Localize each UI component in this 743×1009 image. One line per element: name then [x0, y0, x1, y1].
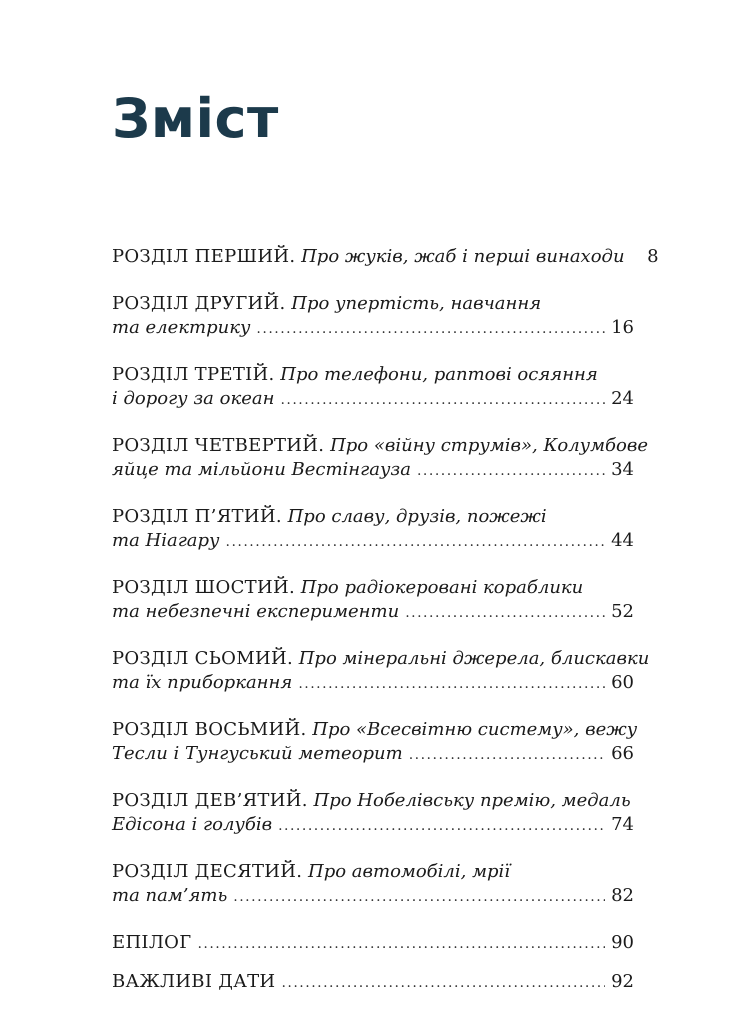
toc-entry-chapter: РОЗДІЛ ПЕРШИЙ.	[112, 246, 296, 267]
toc-entry-title-cont: Тесли і Тунгуський метеорит	[112, 743, 403, 764]
toc-entry-page: 8	[647, 246, 659, 267]
toc-entry-page: 66	[611, 743, 634, 764]
toc-entry[interactable]	[112, 434, 648, 483]
toc-entry[interactable]	[112, 647, 650, 696]
toc-entry-chapter: РОЗДІЛ СЬОМИЙ.	[112, 648, 293, 669]
toc-entry-page: 74	[611, 814, 634, 835]
toc-entry-epilogue[interactable]	[112, 931, 634, 956]
toc-entry-chapter: РОЗДІЛ П’ЯТИЙ.	[112, 506, 282, 527]
toc-entry-title: Про жуків, жаб і перші винаходи	[301, 246, 625, 267]
toc-entry-title: Про Нобелівську премію, медаль	[313, 790, 631, 811]
toc-entry-page: 16	[611, 317, 634, 338]
toc-entry-title: Про автомобілі, мрії	[308, 861, 511, 882]
toc-entry-page: 34	[611, 459, 634, 480]
toc-entry-page: 60	[611, 672, 634, 693]
toc-entry-title: Про «Всесвітню систему», вежу	[312, 719, 638, 740]
toc-entry[interactable]	[112, 718, 638, 767]
toc-entry-page: 24	[611, 388, 634, 409]
toc-entry-chapter: ЕПІЛОГ	[112, 932, 192, 953]
toc-entry-chapter: РОЗДІЛ ДРУГИЙ.	[112, 293, 286, 314]
toc-entry-chapter: РОЗДІЛ ТРЕТІЙ.	[112, 364, 275, 385]
toc-leader-dots	[278, 814, 605, 838]
toc-entry-title: Про радіокеровані кораблики	[300, 577, 584, 598]
toc-entry-page: 44	[611, 530, 634, 551]
toc-entry-page: 92	[611, 971, 634, 992]
toc-leader-dots	[226, 530, 606, 554]
toc-entry[interactable]	[112, 363, 634, 412]
toc-entry-chapter: ВАЖЛИВІ ДАТИ	[112, 971, 276, 992]
table-of-contents	[112, 245, 659, 1009]
page-title: Зміст	[112, 87, 279, 150]
toc-leader-dots	[233, 885, 605, 909]
toc-entry-title: Про упертість, навчання	[291, 293, 542, 314]
toc-entry-title: Про славу, друзів, пожежі	[287, 506, 547, 527]
toc-entry-title: Про телефони, раптові осяяння	[280, 364, 598, 385]
toc-entry-chapter: РОЗДІЛ ШОСТИЙ.	[112, 577, 295, 598]
toc-entry[interactable]	[112, 292, 634, 341]
toc-leader-dots	[256, 317, 605, 341]
toc-leader-dots	[197, 932, 605, 956]
toc-entry[interactable]	[112, 789, 634, 838]
toc-leader-dots	[405, 601, 605, 625]
toc-entry-title-cont: Едісона і голубів	[112, 814, 273, 835]
toc-leader-dots	[281, 971, 605, 995]
toc-entry-title: Про «війну струмів», Колумбове	[330, 435, 648, 456]
toc-entry-title-cont: та електрику	[112, 317, 251, 338]
toc-entry-title-cont: яйце та мільйони Вестінгауза	[112, 459, 411, 480]
toc-entry[interactable]	[112, 576, 634, 625]
toc-entry-page: 82	[611, 885, 634, 906]
toc-entry-page: 52	[611, 601, 634, 622]
toc-entry-title-cont: і дорогу за океан	[112, 388, 275, 409]
toc-entry-title: Про мінеральні джерела, блискавки	[298, 648, 650, 669]
toc-entry-chapter: РОЗДІЛ ВОСЬМИЙ.	[112, 719, 307, 740]
toc-entry-important-dates[interactable]	[112, 970, 634, 995]
toc-entry-chapter: РОЗДІЛ ДЕСЯТИЙ.	[112, 861, 303, 882]
toc-leader-dots	[417, 459, 605, 483]
toc-leader-dots	[298, 672, 605, 696]
toc-entry[interactable]	[112, 860, 634, 909]
toc-entry-title-cont: та небезпечні експерименти	[112, 601, 400, 622]
toc-leader-dots	[409, 743, 605, 767]
toc-entry-title-cont: та їх приборкання	[112, 672, 293, 693]
toc-entry-chapter: РОЗДІЛ ЧЕТВЕРТИЙ.	[112, 435, 325, 456]
toc-entry-chapter: РОЗДІЛ ДЕВ’ЯТИЙ.	[112, 790, 308, 811]
toc-entry-title-cont: та пам’ять	[112, 885, 228, 906]
toc-leader-dots	[280, 388, 605, 412]
toc-entry-title-cont: та Ніагару	[112, 530, 220, 551]
toc-entry[interactable]	[112, 505, 634, 554]
toc-entry-page: 90	[611, 932, 634, 953]
toc-entry[interactable]	[112, 245, 659, 270]
